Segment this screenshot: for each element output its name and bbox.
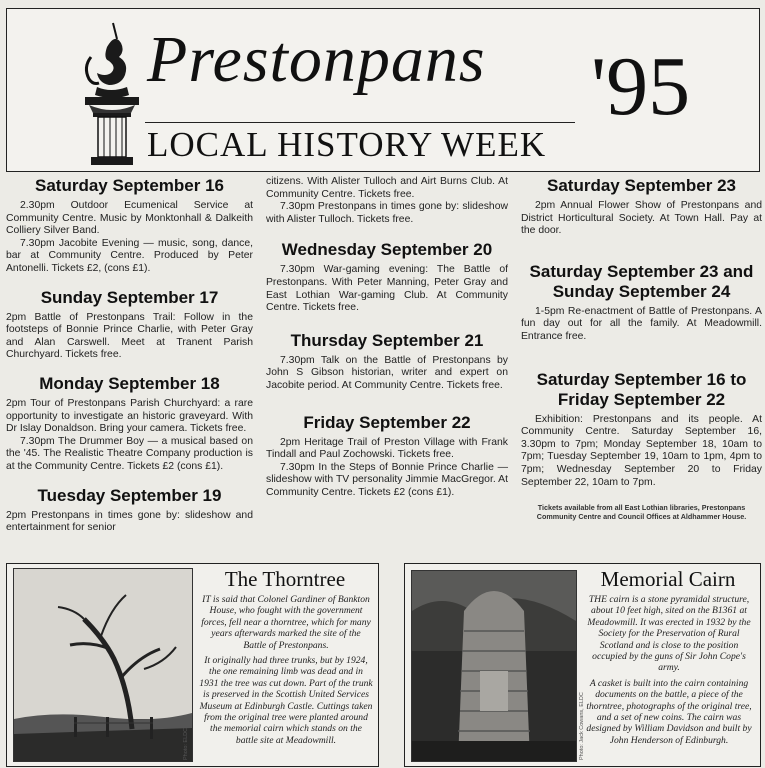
day-block <box>266 331 508 393</box>
event-text: 7.30pm Jacobite Evening — music, song, dance, bar at Community Centre. Produced by Peter Antonelli. Tickets £2, (cons £1). <box>6 237 253 274</box>
day-block <box>521 176 762 238</box>
day-block <box>266 413 508 500</box>
event-text: 1-5pm Re-enactment of Battle of Prestonpans. A fun day out for all the family. At Meadowmill. Entrance free. <box>521 305 762 342</box>
thorntree-title: The Thorntree <box>224 567 346 591</box>
day-heading: Wednesday September 20 <box>281 240 493 260</box>
masthead-title: Prestonpans <box>147 23 486 96</box>
event-text: 7.30pm War-gaming evening: The Battle of Prestonpans. With Peter Manning, Peter Gray and East Lothian War-gaming Club. At Community Centre. Tickets free. <box>266 264 508 314</box>
day-heading: Sunday September 17 <box>40 287 219 307</box>
day-block <box>521 262 762 344</box>
ticket-credits: Tickets available from all East Lothian libraries, Prestonpans Community Centre and Council Offices at Aldhammer House. <box>536 503 747 522</box>
day-heading: Saturday September 16 <box>35 176 224 195</box>
event-text: 7.30pm The Drummer Boy — a musical based on the '45. The Realistic Theatre Company production is at the Community Centre. Tickets £2 (cons £1). <box>6 435 253 472</box>
masthead-year: '95 <box>591 40 691 133</box>
memorial-cairn-feature <box>404 563 761 767</box>
thorntree-text <box>199 594 373 750</box>
cairn-photo-credit: Photo: Jack Cowans, ELDC <box>579 692 585 760</box>
masthead-subtitle: LOCAL HISTORY WEEK <box>147 125 547 164</box>
thorntree-photo-credit: Photo: ELDC <box>183 727 189 760</box>
day-heading: Tuesday September 19 <box>37 485 222 505</box>
day-heading: Monday September 18 <box>39 373 220 393</box>
day-heading: Friday September 22 <box>303 412 471 432</box>
day-block <box>6 374 253 474</box>
unicorn-column-icon <box>77 17 147 167</box>
event-text: 2pm Prestonpans in times gone by: slideshow and entertainment for senior <box>6 509 253 534</box>
cairn-paragraph: A casket is built into the cairn containing documents on the battle, a piece of the thorntree, photographs of the original tree, and a set of new coins. The cairn was designed by William Davidson and built by John Henderson of Edinburgh. <box>586 677 752 746</box>
day-block <box>266 240 508 314</box>
events-column-2 <box>266 176 508 512</box>
cairn-text <box>583 594 755 750</box>
event-text: Exhibition: Prestonpans and its people. At Community Centre. Saturday September 16, 3.30pm to 7pm; Monday September 18, 10am to 7pm; Tuesday September 19, 10am to 1pm, 4pm to 7pm; Wednesday September 20 to Friday September 22, 10am to 7pm. <box>521 413 762 488</box>
day-heading: Saturday September 16 to Friday September 22 <box>536 369 747 409</box>
thorntree-photo <box>13 568 193 762</box>
masthead-rule <box>145 122 575 123</box>
day-block <box>6 176 253 276</box>
day-block <box>266 176 508 226</box>
memorial-cairn-photo <box>411 570 577 762</box>
events-column-3 <box>521 176 762 521</box>
event-text: 2pm Heritage Trail of Preston Village with Frank Tindall and Paul Zochowski. Tickets free. <box>266 436 508 461</box>
event-text: 7.30pm Talk on the Battle of Prestonpans by John S Gibson historian, writer and expert on Jacobite period. At Community Centre. Tickets free. <box>266 354 508 391</box>
cairn-title: Memorial Cairn <box>600 567 736 591</box>
thorntree-paragraph: IT is said that Colonel Gardiner of Bankton House, who fought with the government forces, fell near a thorntree, which for many years afterwards marked the site of the Battle of Prestonpans. <box>201 594 371 651</box>
event-text: 7.30pm Prestonpans in times gone by: slideshow with Alister Tulloch. Tickets free. <box>266 201 508 225</box>
thorntree-paragraph: It originally had three trunks, but by 1924, the one remaining limb was dead and in 1931 the tree was cut down. Part of the trunk is preserved in the Scottish United Services Museum at Edinburgh Castle. Cuttings taken from the original tree were planted around the memorial cairn which stands on the battle site at Meadowmill. <box>199 655 373 746</box>
day-heading: Saturday September 23 <box>547 176 736 195</box>
day-block <box>521 370 762 490</box>
event-text: 7.30pm In the Steps of Bonnie Prince Charlie — slideshow with TV personality Jimmie MacGregor. At Community Centre. Tickets £2 (cons £1). <box>266 461 508 498</box>
day-heading: Saturday September 23 and Sunday September 24 <box>529 261 754 301</box>
event-text: 2pm Tour of Prestonpans Parish Churchyard: a rare opportunity to investigate an historic graveyard. With Dr Islay Donaldson. Bring your camera. Tickets free. <box>6 397 253 435</box>
cairn-paragraph: THE cairn is a stone pyramidal structure, about 10 feet high, sited on the B1361 at Meadowmill. It was erected in 1932 by the Society for the Preservation of Rural Scotland and is close to the position occupied by the guns of Sir John Cope's army. <box>587 594 751 674</box>
masthead <box>6 8 760 172</box>
events-column-1 <box>6 176 253 547</box>
event-text: 2.30pm Outdoor Ecumenical Service at Community Centre. Music by Monktonhall & Dalkeith Colliery Silver Band. <box>6 200 253 237</box>
day-block <box>6 486 253 535</box>
event-text: citizens. With Alister Tulloch and Airt Burns Club. At Community Centre. Tickets free. <box>266 176 508 200</box>
thorntree-feature <box>6 563 379 767</box>
day-heading: Thursday September 21 <box>290 330 484 350</box>
event-text: 2pm Battle of Prestonpans Trail: Follow in the footsteps of Bonnie Prince Charlie, with Peter Gray and Alan Carswell. Meet at Tranent Parish Churchyard. Tickets free. <box>6 311 253 361</box>
event-text: 2pm Annual Flower Show of Prestonpans and District Horticultural Society. At Town Hall. Pay at the door. <box>521 200 762 237</box>
day-block <box>6 288 253 362</box>
